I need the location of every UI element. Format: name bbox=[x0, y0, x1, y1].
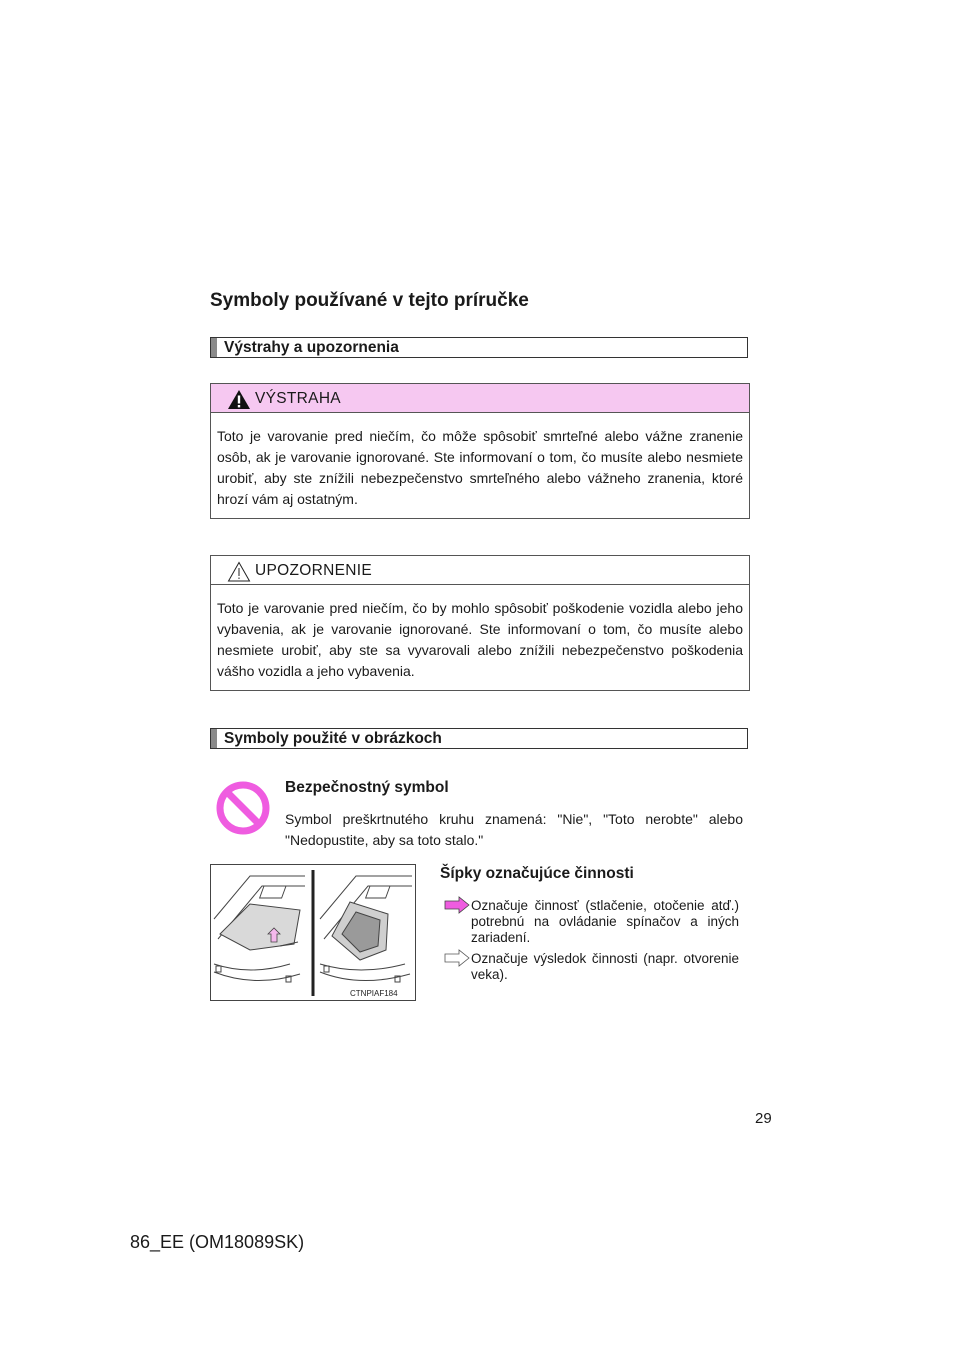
caution-header bbox=[211, 556, 749, 585]
action-arrow-text: Označuje činnosť (stlačenie, otočenie atď.) potrebnú na ovládanie spínačov a iných zariadení. bbox=[471, 898, 739, 945]
illustration-code: CTNPIAF184 bbox=[350, 989, 398, 998]
page-number: 29 bbox=[755, 1110, 772, 1127]
section-header-bar bbox=[211, 338, 217, 357]
prohibition-icon bbox=[215, 780, 271, 836]
result-arrow-text: Označuje výsledok činnosti (napr. otvorenie veka). bbox=[471, 951, 739, 982]
safety-symbol-text: Symbol preškrtnutého kruhu znamená: "Nie", "Toto nerobte" alebo "Nedopustite, aby sa toto stalo." bbox=[285, 811, 743, 848]
section-title: Výstrahy a upozornenia bbox=[224, 339, 399, 356]
section-header-symbols bbox=[210, 728, 748, 749]
caution-label: UPOZORNENIE bbox=[255, 562, 372, 579]
outline-arrow-icon bbox=[444, 949, 470, 967]
warning-label: VÝSTRAHA bbox=[255, 390, 341, 407]
caution-triangle-icon bbox=[227, 561, 251, 582]
footer-code: 86_EE (OM18089SK) bbox=[130, 1232, 305, 1252]
warning-header bbox=[211, 384, 749, 413]
caution-box bbox=[210, 555, 750, 691]
warning-text: Toto je varovanie pred niečím, čo môže spôsobiť smrteľné alebo vážne zranenie osôb, ak je varovanie ignorované. Ste informovaní o tom, čo musíte alebo nesmiete urobiť, aby ste znížili nebezpečenstvo smrteľného alebo vážneho zranenia, ktoré hrozí vám aj ostatným. bbox=[217, 428, 743, 507]
illustration-overhead-console bbox=[210, 864, 416, 1001]
safety-symbol-title: Bezpečnostný symbol bbox=[285, 779, 449, 796]
section-title: Symboly použité v obrázkoch bbox=[224, 730, 442, 747]
caution-text: Toto je varovanie pred niečím, čo by mohlo spôsobiť poškodenie vozidla alebo jeho vybavenia, ak je varovanie ignorované. Ste informovaní o tom, čo musíte alebo nesmiete urobiť, aby ste sa vyvarovali alebo znížili nebezpečenstvo poškodenia vášho vozidla a jeho vybavenia. bbox=[217, 600, 743, 679]
page-title: Symboly používané v tejto príručke bbox=[210, 290, 529, 311]
arrows-title: Šípky označujúce činnosti bbox=[440, 865, 634, 882]
filled-arrow-icon bbox=[444, 896, 470, 914]
warning-triangle-icon bbox=[227, 389, 251, 410]
warning-box bbox=[210, 383, 750, 519]
section-header-bar bbox=[211, 729, 217, 748]
section-header-warnings bbox=[210, 337, 748, 358]
